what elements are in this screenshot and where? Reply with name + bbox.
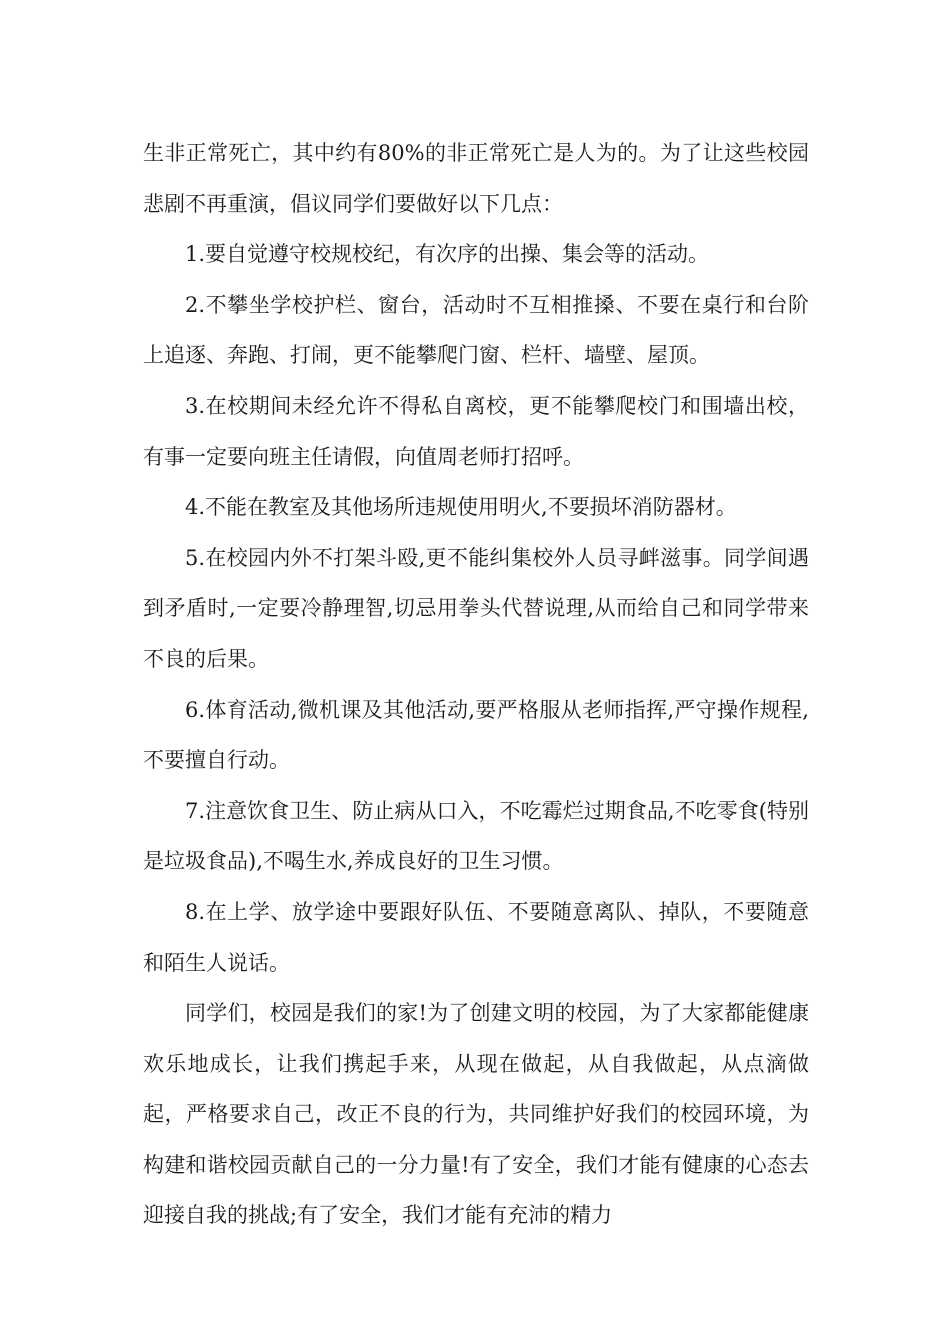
- paragraph-item-2: 2.不攀坐学校护栏、窗台，活动时不互相推搡、不要在桌行和台阶上追逐、奔跑、打闹，更不能攀爬门窗、栏杆、墙壁、屋顶。: [143, 292, 809, 368]
- paragraph-continuation: 生非正常死亡，其中约有80%的非正常死亡是人为的。为了让这些校园悲剧不再重演，倡议同学们要做好以下几点：: [143, 141, 809, 216]
- paragraph-item-5: 5.在校园内外不打架斗殴,更不能纠集校外人员寻衅滋事。同学间遇到矛盾时,一定要冷静理智,切忌用拳头代替说理,从而给自己和同学带来不良的后果。: [143, 545, 809, 671]
- paragraph-closing: 同学们，校园是我们的家!为了创建文明的校园，为了大家都能健康欢乐地成长，让我们携起手来，从现在做起，从自我做起，从点滴做起，严格要求自己，改正不良的行为，共同维护好我们的校园环境，为构建和谐校园贡献自己的一分力量!有了安全，我们才能有健康的心态去迎接自我的挑战;有了安全，我们才能有充沛的精力: [143, 1001, 809, 1228]
- paragraph-item-3: 3.在校期间未经允许不得私自离校，更不能攀爬校门和围墙出校，有事一定要向班主任请假，向值周老师打招呼。: [143, 393, 809, 469]
- document-body: [143, 128, 809, 1241]
- paragraph-item-1: 1.要自觉遵守校规校纪，有次序的出操、集会等的活动。: [185, 242, 710, 267]
- paragraph-item-8: 8.在上学、放学途中要跟好队伍、不要随意离队、掉队，不要随意和陌生人说话。: [143, 899, 809, 975]
- paragraph-item-4: 4.不能在教室及其他场所违规使用明火,不要损坏消防器材。: [185, 495, 737, 520]
- paragraph-item-7: 7.注意饮食卫生、防止病从口入，不吃霉烂过期食品,不吃零食(特别是垃圾食品),不喝生水,养成良好的卫生习惯。: [143, 798, 809, 874]
- paragraph-item-6: 6.体育活动,微机课及其他活动,要严格服从老师指挥,严守操作规程,不要擅自行动。: [143, 697, 809, 773]
